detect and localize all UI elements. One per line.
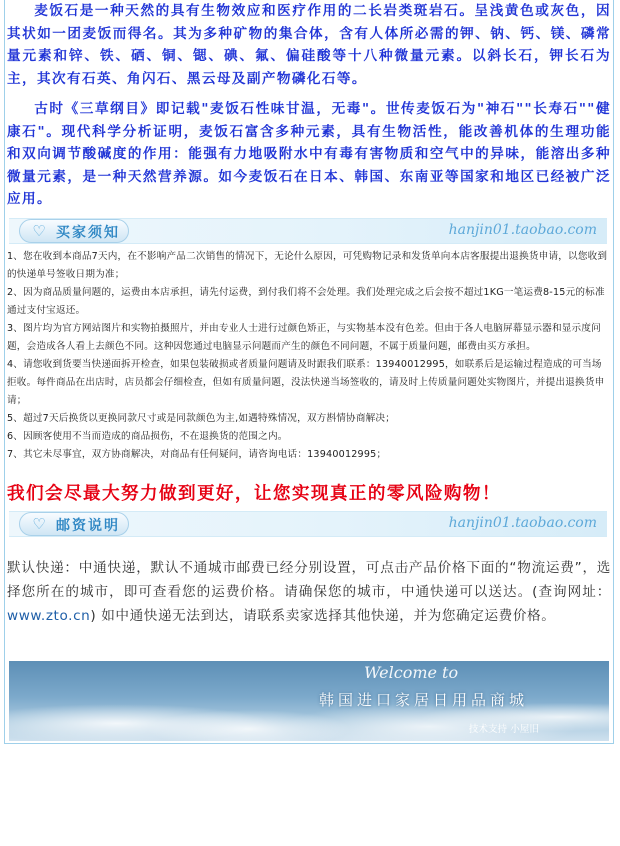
notice-item: 3、图片均为官方网站图片和实物拍摄照片，并由专业人士进行过颜色矫正，与实物基本没有色差。但由于各人电脑屏幕显示器和显示度问题，会造成各人看上去颜色不同。这种因您通过电脑显示问题而产生的颜色不同问题，不属于质量问题，邮费由买方承担。 [7,323,601,352]
notice-item: 1、您在收到本商品7天内，在不影响产品二次销售的情况下，无论什么原因，可凭购物记录和发货单向本店客服提出退换货申请，以您收到的快递单号签收日期为准； [7,251,608,280]
notice-item: 4、请您收到货要当快递面拆开检查，如果包装破损或者质量问题请及时跟我们联系：13940012995，如联系后是运输过程造成的可当场拒收。每件商品在出店时，店员都会仔细检查，但如有质量问题，没法快递当场签收的，请及时上传质量问题处实物图片，并提出退换货申请； [7,359,605,406]
shipping-tab [19,512,129,536]
notice-item: 5、超过7天后换货以更换同款尺寸或是同款颜色为主,如遇特殊情况，双方斟情协商解决； [7,413,396,424]
tech-support-credit: 技术支持 小屋旧 [468,724,539,735]
notice-item: 7、其它未尽事宜，双方协商解决，对商品有任何疑问，请咨询电话：13940012995； [7,449,387,460]
zto-url-link[interactable]: www.zto.cn [7,608,91,624]
shipping-banner [9,511,607,537]
buyer-notice-list [5,248,611,464]
shipping-heading: 邮资说明 [56,518,120,534]
zero-risk-slogan: 我们会尽最大努力做到更好，让您实现真正的零风险购物！ [7,484,501,504]
shop-link[interactable]: hanjin01.taobao.com [448,515,597,531]
buyer-notice-banner [9,218,607,244]
shipping-text-after: ) 如中通快递无法到达，请联系卖家选择其他快递，并为您确定运费价格。 [90,608,556,624]
buyer-notice-heading: 买家须知 [56,225,120,241]
intro-paragraph-2: 古时《三草纲目》即记载"麦饭石性味甘温，无毒"。世传麦饭石为"神石""长寿石""健康石"。现代科学分析证明，麦饭石富含多种元素，具有生物活性，能改善机体的生理功能和双向调节酸碱度的作用：能强有力地吸附水中有毒有害物质和空气中的异味，能溶出多种微量元素，是一种天然营养源。如今麦饭石在日本、韩国、东南亚等国家和地区已经被广泛应用。 [7,101,611,207]
heart-icon: ♡ [32,222,46,240]
notice-item: 2、因为商品质量问题的，运费由本店承担，请先付运费，到付我们将不会处理。我们处理完成之后会按不超过1KG一笔运费8-15元的标准通过支付宝返还。 [7,287,605,316]
shop-title: 韩国进口家居日用品商城 [319,691,529,709]
heart-icon: ♡ [32,515,46,533]
shop-link[interactable]: hanjin01.taobao.com [448,222,597,238]
footer-banner [9,661,609,741]
buyer-notice-tab [19,219,129,243]
intro-paragraph-1: 麦饭石是一种天然的具有生物效应和医疗作用的二长岩类斑岩石。呈浅黄色或灰色，因其状如一团麦饭而得名。其为多种矿物的集合体，含有人体所必需的钾、钠、钙、镁、磷常量元素和锌、铁、硒、铜、锶、碘、氟、偏硅酸等十八种微量元素。以斜长石，钾长石为主，其次有石英、角闪石、黑云母及副产物磷化石等。 [7,3,611,87]
product-description-frame [4,0,614,744]
shipping-text-before: 默认快递：中通快递，默认不通城市邮费已经分别设置，可点击产品价格下面的“物流运费”，选择您所在的城市，即可查看您的运费价格。请确保您的城市，中通快递可以送达。(查询网址： [7,560,611,600]
welcome-text: Welcome to [364,663,459,682]
shipping-description [5,556,613,628]
notice-item: 6、因顾客使用不当而造成的商品损伤，不在退换货的范围之内。 [7,431,288,442]
